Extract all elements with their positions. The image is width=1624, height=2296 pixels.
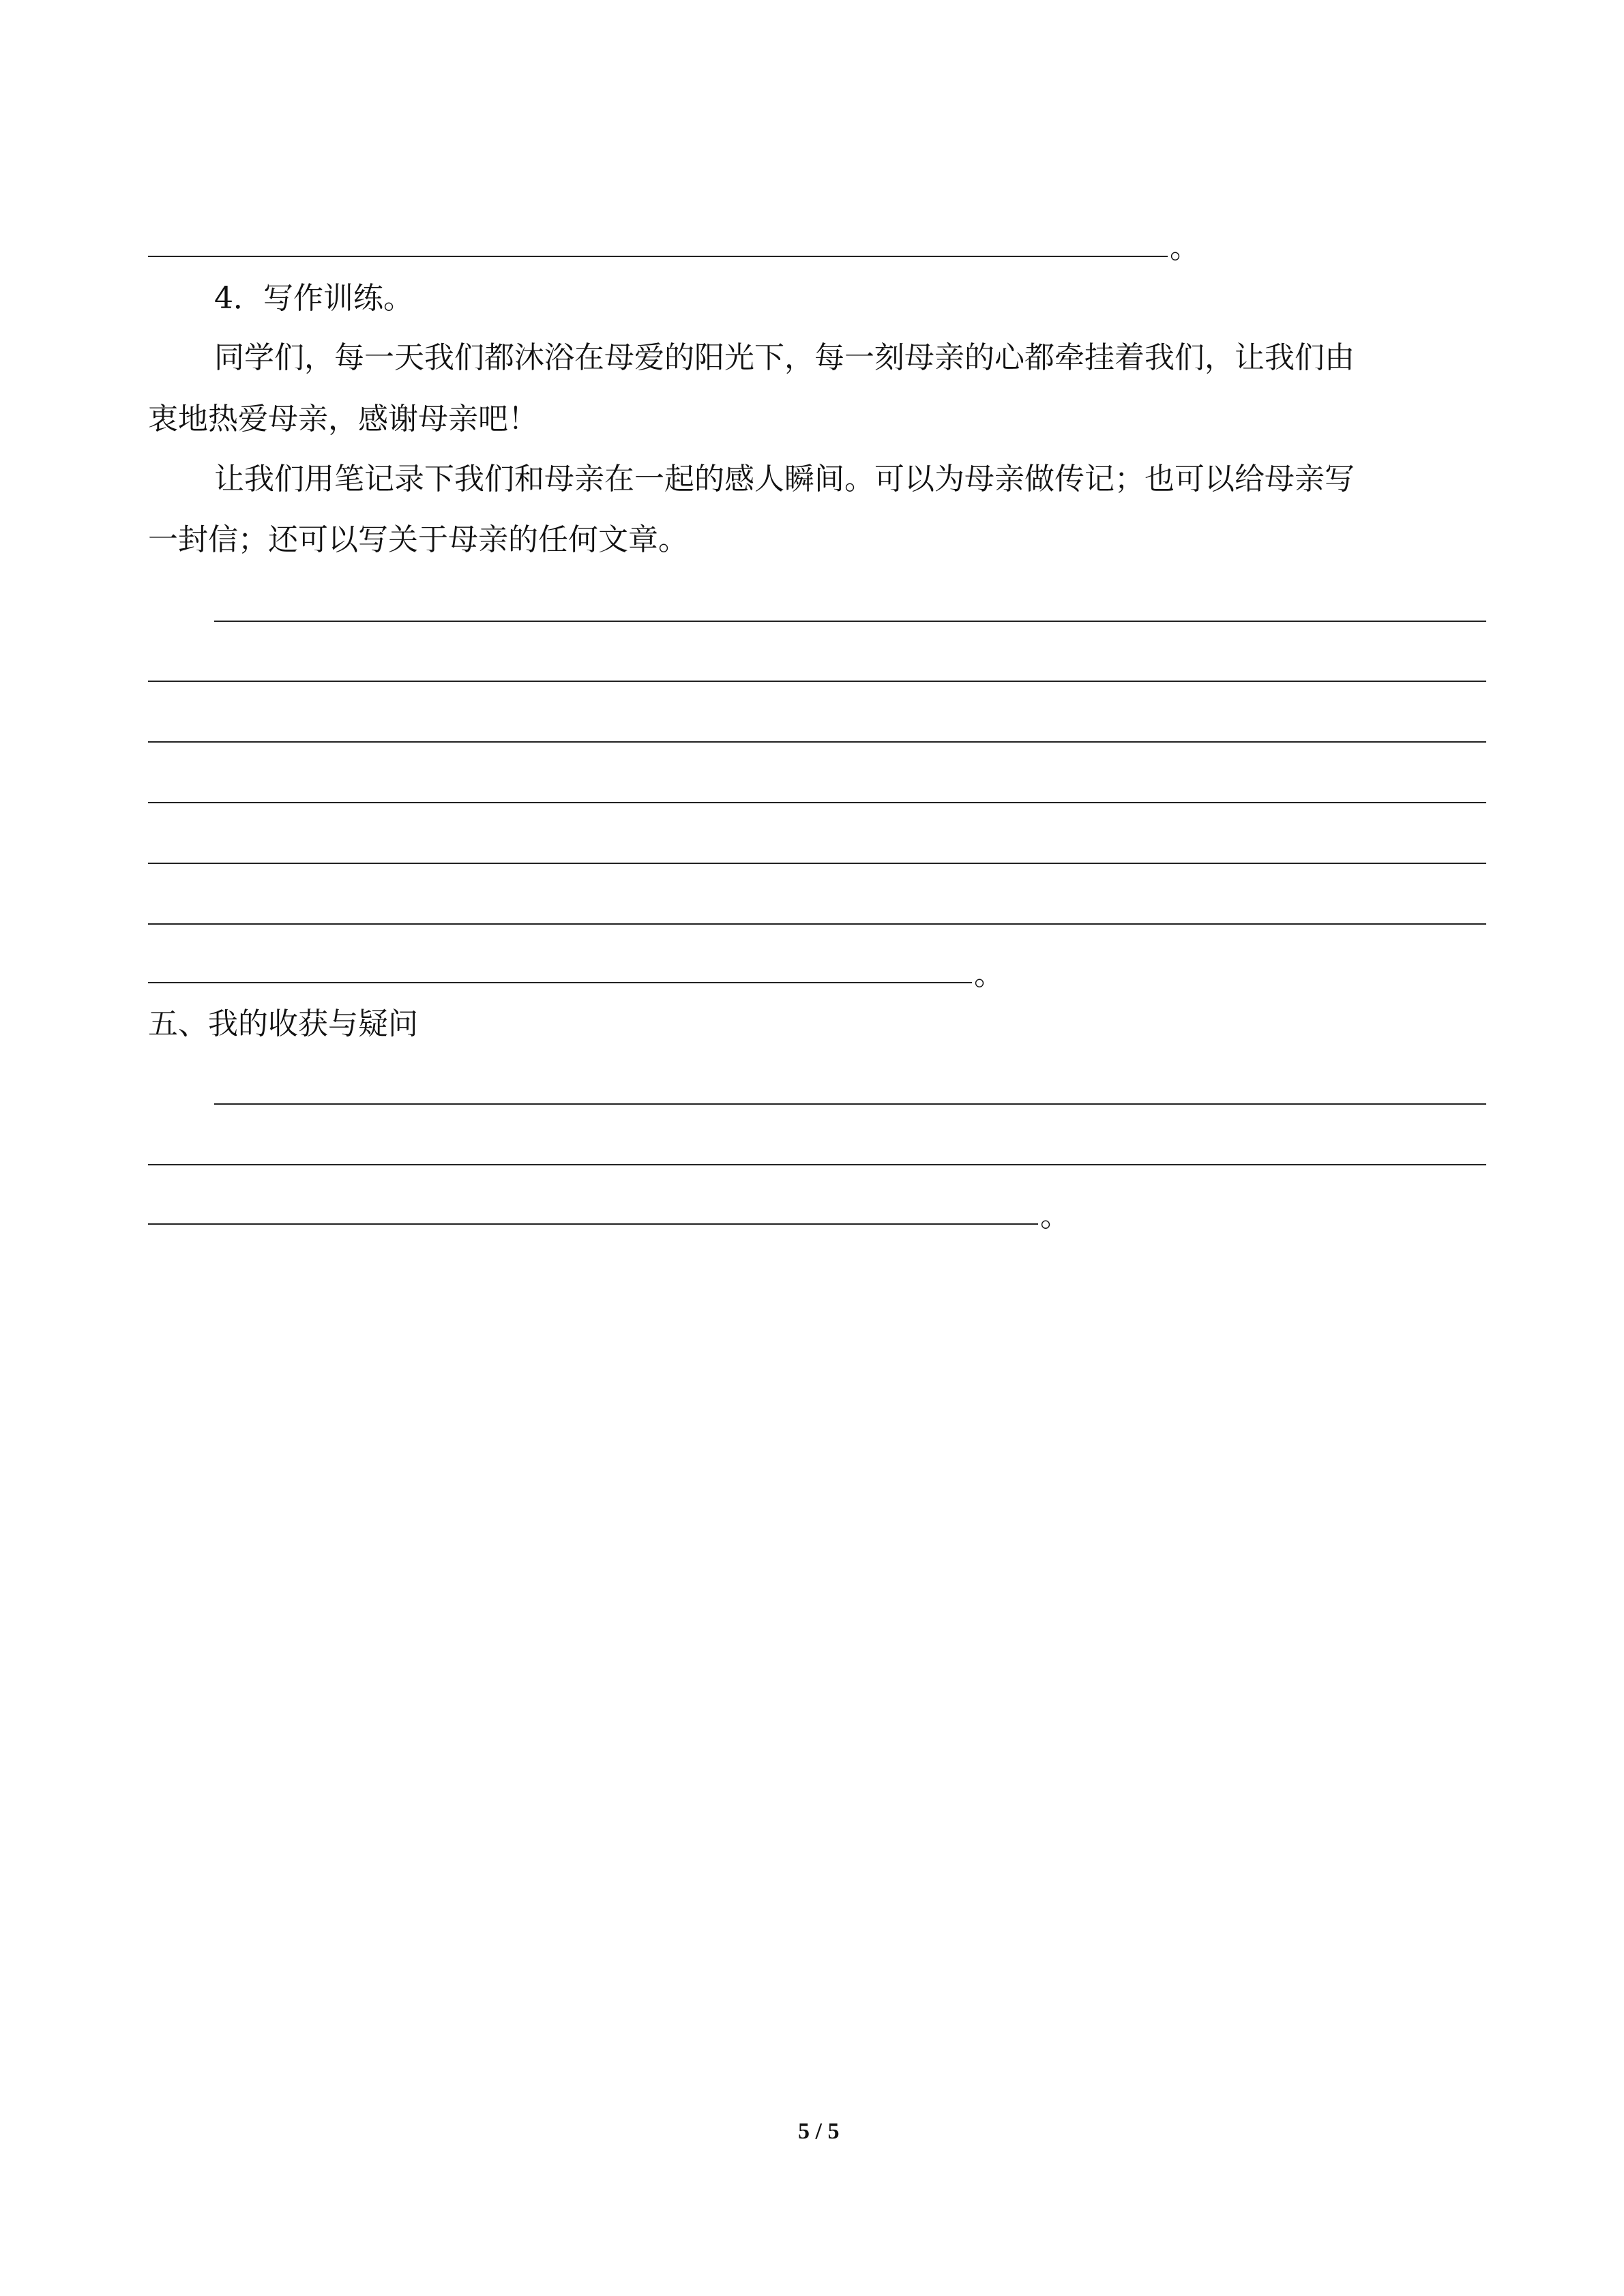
writing-line-7[interactable] <box>148 982 972 983</box>
section-4-heading: 4．写作训练。 <box>214 281 413 316</box>
paragraph-1-line-2: 衷地热爱母亲，感谢母亲吧！ <box>148 402 538 436</box>
harvest-line-3[interactable] <box>148 1223 1038 1225</box>
page-number: 5 / 5 <box>798 2119 840 2144</box>
harvest-line-1[interactable] <box>214 1103 1486 1105</box>
paragraph-2-line-1: 让我们用笔记录下我们和母亲在一起的感人瞬间。可以为母亲做传记；也可以给母亲写 <box>214 462 1355 496</box>
section-5-heading: 五、我的收获与疑问 <box>148 1007 418 1041</box>
harvest-end-mark: 。 <box>1040 1199 1070 1234</box>
writing-end-mark: 。 <box>974 957 1004 992</box>
writing-line-3[interactable] <box>148 741 1486 743</box>
writing-line-5[interactable] <box>148 863 1486 864</box>
answer-line-top[interactable] <box>148 256 1168 257</box>
writing-line-4[interactable] <box>148 802 1486 803</box>
writing-line-1[interactable] <box>214 621 1486 622</box>
paragraph-1-line-1: 同学们，每一天我们都沐浴在母爱的阳光下，每一刻母亲的心都牵挂着我们，让我们由 <box>214 340 1355 375</box>
answer-end-mark-top: 。 <box>1170 230 1200 265</box>
writing-line-2[interactable] <box>148 681 1486 682</box>
paragraph-2-line-2: 一封信；还可以写关于母亲的任何文章。 <box>148 522 688 557</box>
writing-line-6[interactable] <box>148 923 1486 925</box>
harvest-line-2[interactable] <box>148 1164 1486 1165</box>
